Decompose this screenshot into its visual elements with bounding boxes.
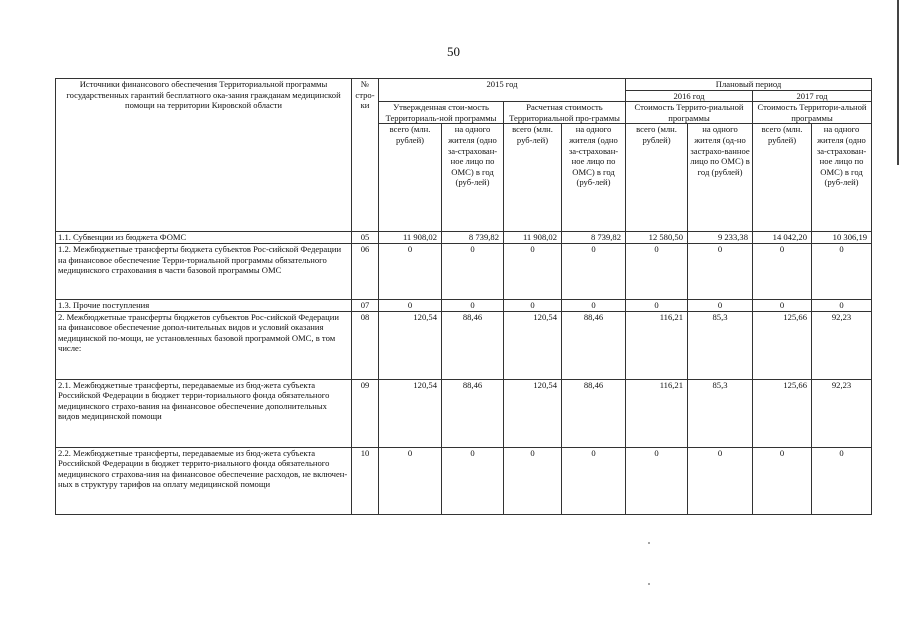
cell-value: 0 [379,243,442,299]
cell-value: 125,66 [753,311,812,379]
header-source: Источники финансового обеспечения Территориальной программы государственных гарантий бесплатного ока-зания гражданам медицинской помощи на территории Кировской области [56,79,352,232]
cell-value: 11 908,02 [379,232,442,244]
cell-value: 0 [688,447,753,514]
cell-value: 0 [753,447,812,514]
header-per-capita-approved: на одного жителя (одно за-страхован-ное лицо по ОМС) в год (руб-лей) [442,124,504,232]
cell-value: 11 908,02 [504,232,562,244]
cell-value: 116,21 [626,311,688,379]
cell-value: 125,66 [753,379,812,447]
cell-value: 0 [626,299,688,311]
row-number: 08 [352,311,379,379]
row-label: 1.1. Субвенции из бюджета ФОМС [56,232,352,244]
row-number: 06 [352,243,379,299]
cell-value: 85,3 [688,311,753,379]
cell-value: 0 [562,447,626,514]
cell-value: 8 739,82 [562,232,626,244]
header-total-estimated: всего (млн. руб-лей) [504,124,562,232]
header-total-2016: всего (млн. рублей) [626,124,688,232]
row-number: 05 [352,232,379,244]
cell-value: 88,46 [442,379,504,447]
cell-value: 0 [688,243,753,299]
cell-value: 8 739,82 [442,232,504,244]
header-per-capita-2016: на одного жителя (од-но застрахо-ванное лицо по ОМС) в год (рублей) [688,124,753,232]
row-number: 09 [352,379,379,447]
cell-value: 120,54 [504,379,562,447]
row-label: 2. Межбюджетные трансферты бюджетов субъектов Рос-сийской Федерации на финансовое обеспечение допол-нительных видов и условий оказания медицинской по-мощи, не установленных базовой программой ОМС, в том числе: [56,311,352,379]
cell-value: 120,54 [379,311,442,379]
table-row [56,299,872,311]
table-row [56,447,872,514]
row-label: 1.3. Прочие поступления [56,299,352,311]
cell-value: 0 [812,243,872,299]
cell-value: 0 [812,447,872,514]
cell-value: 0 [688,299,753,311]
cell-value: 0 [442,243,504,299]
cell-value: 0 [753,299,812,311]
cell-value: 0 [504,447,562,514]
header-per-capita-2017: на одного жителя (одно за-страхован-ное лицо по ОМС) в год (руб-лей) [812,124,872,232]
cell-value: 88,46 [562,311,626,379]
header-per-capita-estimated: на одного жителя (одно за-страхован-ное лицо по ОМС) в год (руб-лей) [562,124,626,232]
scan-edge-line [897,0,899,165]
row-label: 2.1. Межбюджетные трансферты, передаваемые из бюд-жета субъекта Российской Федерации в бюджет терри-ториального фонда обязательного медицинского страхо-вания на финансовое обеспечение дополнительных видов медицинской помощи [56,379,352,447]
cell-value: 0 [504,299,562,311]
cell-value: 12 580,50 [626,232,688,244]
header-planned-period: Плановый период [626,79,872,91]
row-label: 1.2. Межбюджетные трансферты бюджета субъектов Рос-сийской Федерации на финансовое обеспечение Терри-ториальной программы обязательного медицинского страхования в части базовой программы ОМС [56,243,352,299]
cell-value: 0 [626,447,688,514]
cell-value: 92,23 [812,311,872,379]
cell-value: 10 306,19 [812,232,872,244]
header-estimated-cost: Расчетная стоимость Территориальной про-граммы [504,102,626,124]
cell-value: 0 [562,243,626,299]
cell-value: 0 [812,299,872,311]
header-year-2017: 2017 год [753,90,872,102]
scan-speck [648,542,650,544]
row-label: 2.2. Межбюджетные трансферты, передаваемые из бюд-жета субъекта Российской Федерации в бюджет террито-риального фонда обязательного медицинского страхова-ния на финансовое обеспечение расходов, не включен-ных в структуру тарифов на оплату медицинской помощи [56,447,352,514]
cell-value: 0 [379,447,442,514]
table-row [56,232,872,244]
header-approved-cost: Утвержденная стои-мость Территориаль-ной программы [379,102,504,124]
header-cost-2016: Стоимость Террито-риальной программы [626,102,753,124]
header-total-2017: всего (млн. рублей) [753,124,812,232]
cell-value: 0 [442,447,504,514]
header-cost-2017: Стоимость Территори-альной программы [753,102,872,124]
cell-value: 92,23 [812,379,872,447]
header-year-2016: 2016 год [626,90,753,102]
header-total-approved: всего (млн. рублей) [379,124,442,232]
cell-value: 120,54 [504,311,562,379]
cell-value: 0 [504,243,562,299]
cell-value: 88,46 [442,311,504,379]
cell-value: 116,21 [626,379,688,447]
cell-value: 14 042,20 [753,232,812,244]
cell-value: 0 [442,299,504,311]
cell-value: 120,54 [379,379,442,447]
row-number: 07 [352,299,379,311]
header-year-2015: 2015 год [379,79,626,102]
page-number: 50 [447,44,460,59]
table-row [56,243,872,299]
cell-value: 88,46 [562,379,626,447]
cell-value: 0 [626,243,688,299]
scan-speck [648,583,650,585]
cell-value: 0 [753,243,812,299]
table-row [56,311,872,379]
table-row [56,379,872,447]
header-row-no: № стро-ки [352,79,379,232]
cell-value: 85,3 [688,379,753,447]
cell-value: 0 [562,299,626,311]
cell-value: 0 [379,299,442,311]
row-number: 10 [352,447,379,514]
financing-sources-table [55,78,872,515]
cell-value: 9 233,38 [688,232,753,244]
